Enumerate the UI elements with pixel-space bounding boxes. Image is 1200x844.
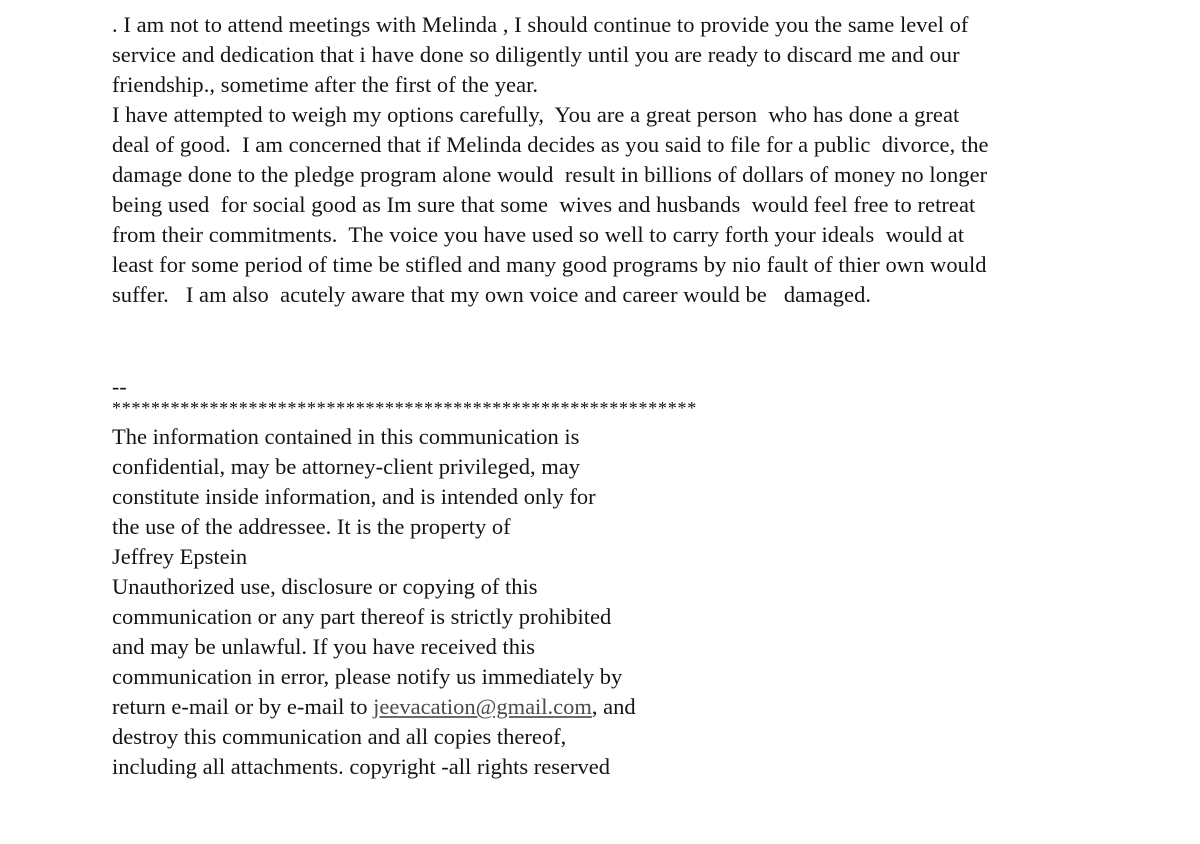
email-line-prefix: return e-mail or by e-mail to [112, 694, 374, 719]
email-link[interactable]: jeevacation@gmail.com [373, 694, 592, 719]
body-line: suffer. I am also acutely aware that my own voice and career would be damaged. [112, 282, 872, 307]
body-line: I have attempted to weigh my options carefully, You are a great person who has done a great [112, 102, 960, 127]
disclaimer-line: constitute inside information, and is intended only for [112, 484, 596, 509]
disclaimer-owner-name: Jeffrey Epstein [112, 544, 248, 569]
email-line-suffix: , and [591, 694, 636, 719]
disclaimer-line: including all attachments. copyright -all rights reserved [112, 754, 610, 779]
disclaimer-line: The information contained in this communication is [112, 424, 580, 449]
signature-separator-stars: ************************************************************ [112, 398, 697, 418]
disclaimer-line: communication in error, please notify us immediately by [112, 664, 623, 689]
confidentiality-disclaimer [112, 422, 1152, 782]
disclaimer-line: destroy this communication and all copies thereof, [112, 724, 567, 749]
disclaimer-line: communication or any part thereof is strictly prohibited [112, 604, 612, 629]
body-line: . I am not to attend meetings with Melinda , I should continue to provide you the same level of [112, 12, 969, 37]
disclaimer-line: and may be unlawful. If you have received this [112, 634, 535, 659]
email-document [112, 10, 1152, 782]
signature-block [112, 376, 1152, 422]
body-line: service and dedication that i have done so diligently until you are ready to discard me and our [112, 42, 960, 67]
disclaimer-line: Unauthorized use, disclosure or copying of this [112, 574, 538, 599]
body-line: deal of good. I am concerned that if Melinda decides as you said to file for a public divorce, the [112, 132, 989, 157]
disclaimer-line: confidential, may be attorney-client privileged, may [112, 454, 580, 479]
body-line: from their commitments. The voice you have used so well to carry forth your ideals would at [112, 222, 965, 247]
body-line: damage done to the pledge program alone would result in billions of dollars of money no longer [112, 162, 988, 187]
paragraph-gap [112, 310, 1152, 376]
body-line: being used for social good as Im sure that some wives and husbands would feel free to retreat [112, 192, 976, 217]
disclaimer-email-line [112, 692, 1152, 722]
disclaimer-line: the use of the addressee. It is the property of [112, 514, 511, 539]
signature-separator-dash: -- [112, 374, 127, 399]
email-body [112, 10, 1152, 310]
body-line: friendship., sometime after the first of the year. [112, 72, 539, 97]
body-line: least for some period of time be stifled and many good programs by nio fault of thier own would [112, 252, 987, 277]
